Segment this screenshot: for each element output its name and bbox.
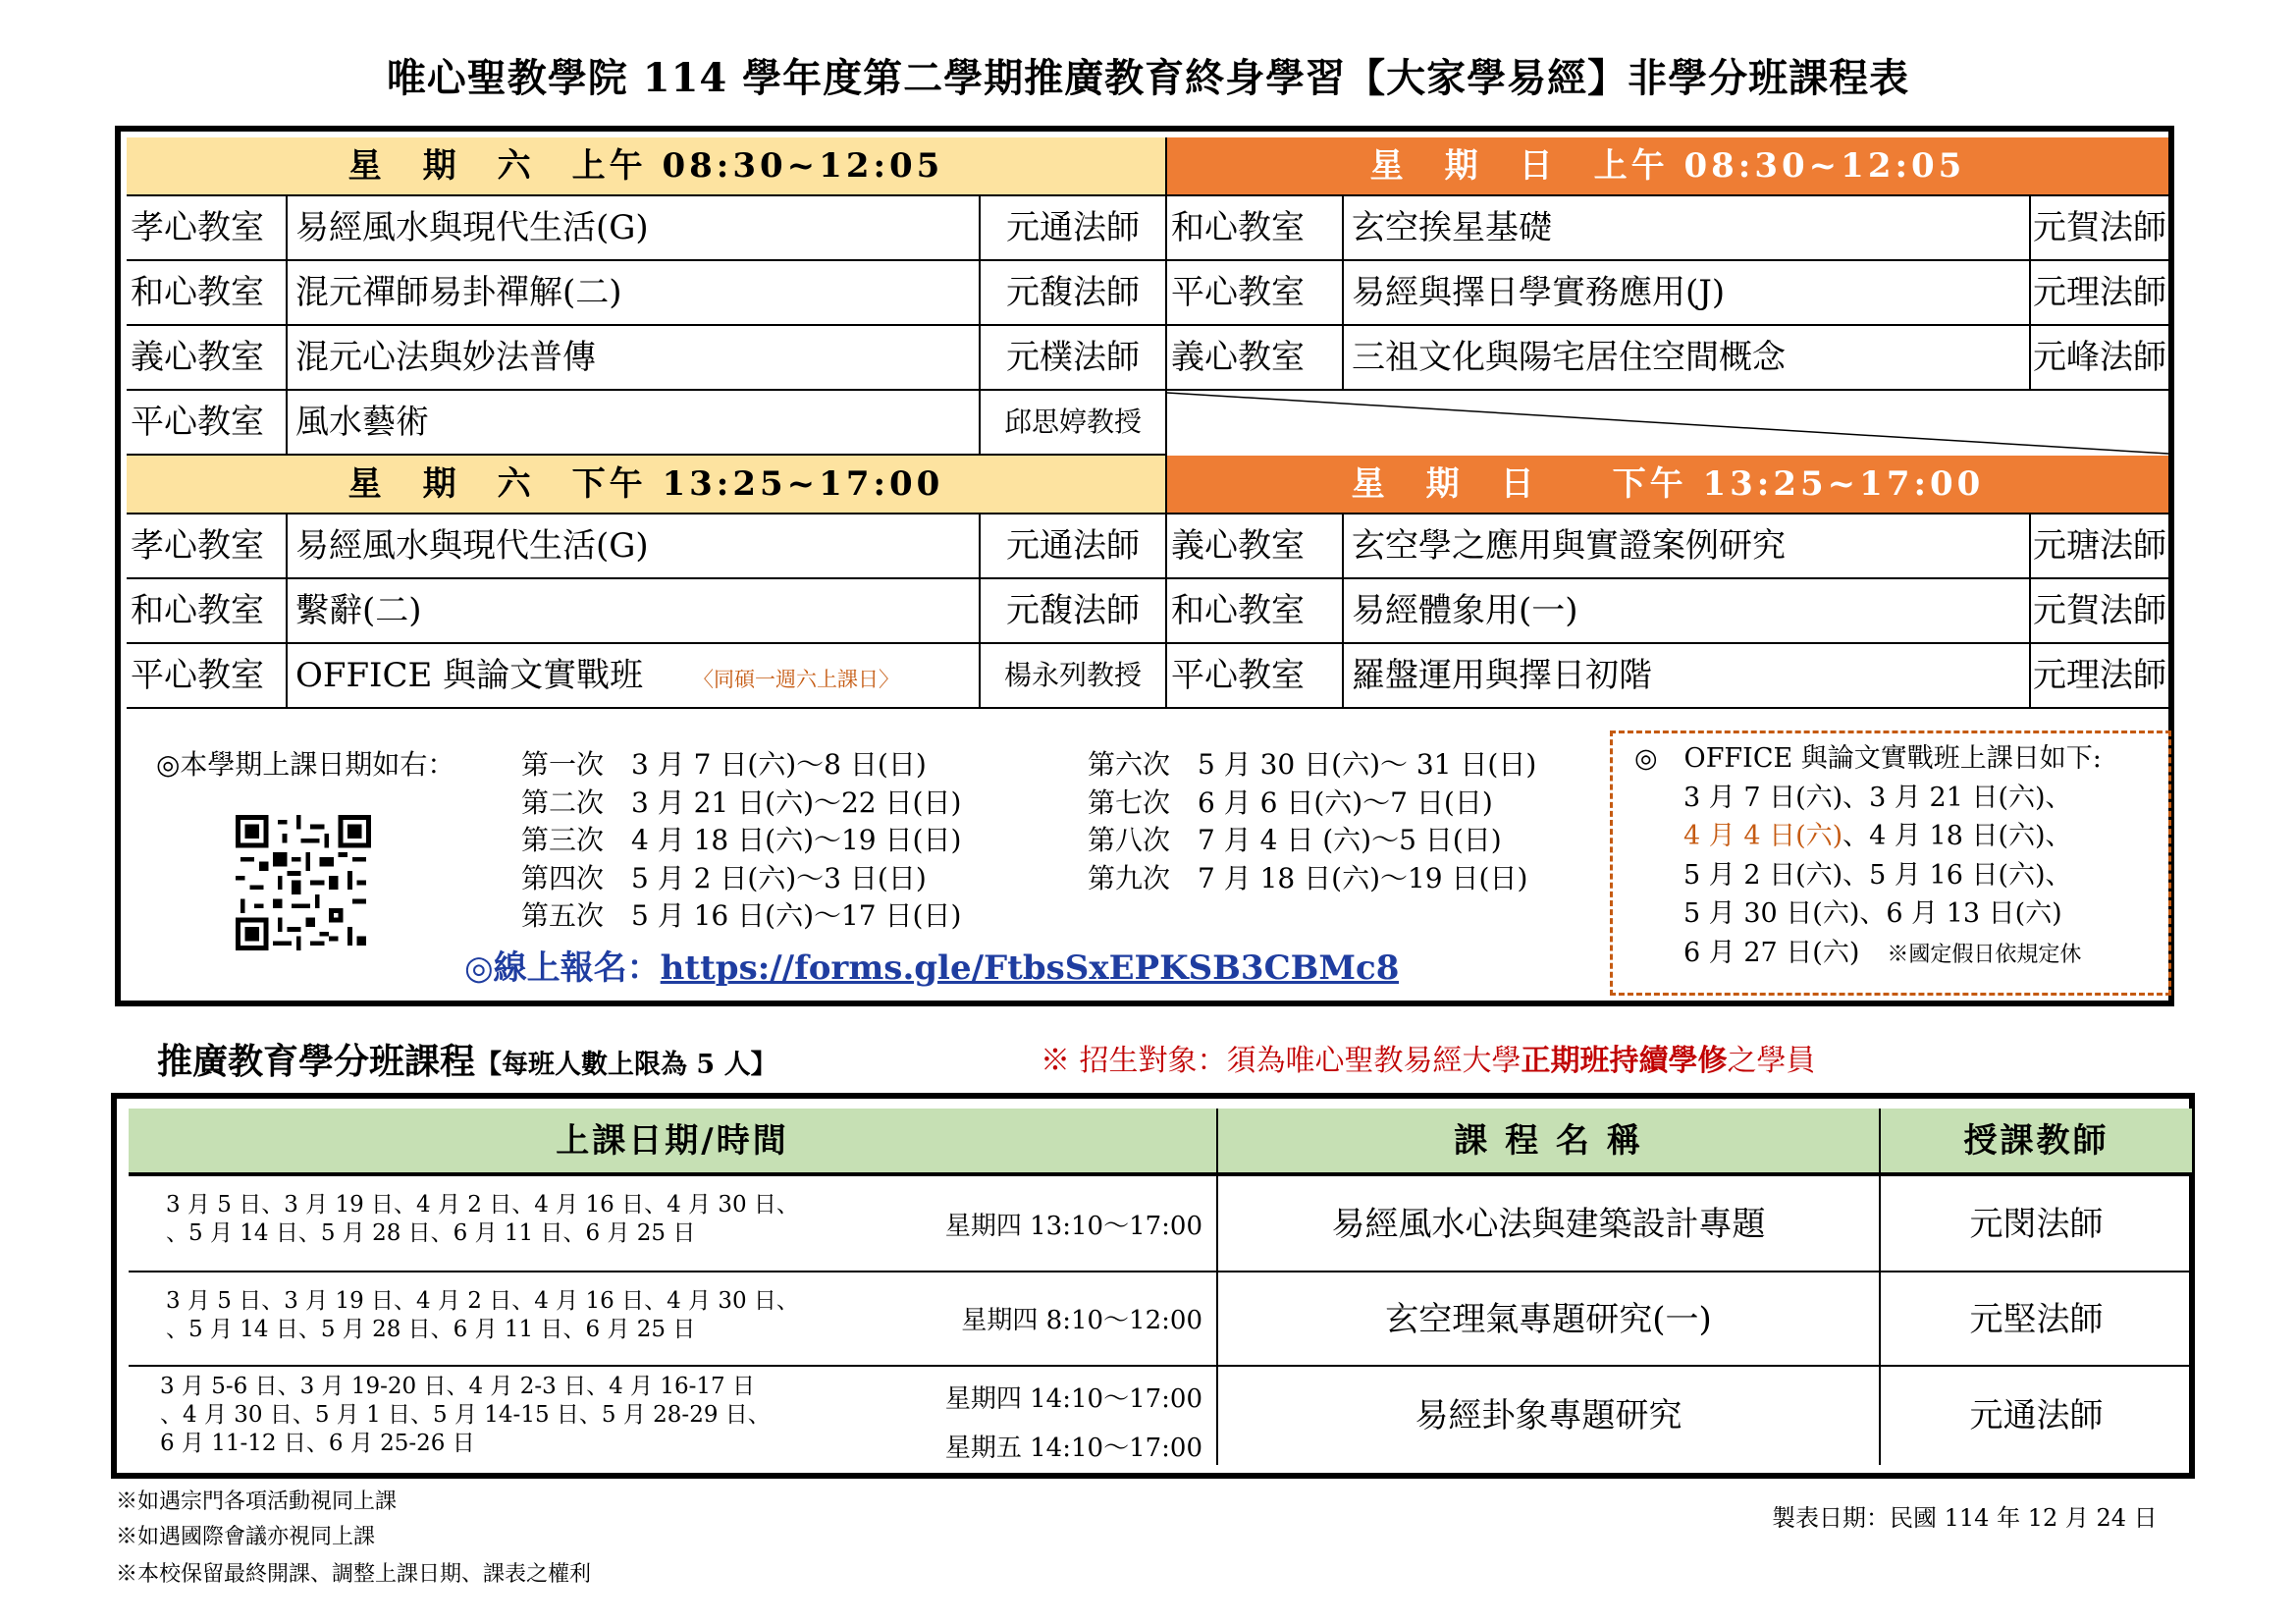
schedule-item: 第二次 3 月 21 日(六)～22 日(日): [521, 785, 962, 819]
room-cell: 和心教室: [127, 261, 288, 326]
course-cell: 混元心法與妙法普傳: [288, 326, 981, 391]
course-cell: 玄空學之應用與實證案例研究: [1344, 514, 2031, 579]
office-class-dates-box: [1610, 731, 2171, 996]
schedule-item: 第八次 7 月 4 日 (六)～5 日(日): [1088, 824, 1502, 856]
date-list: [129, 1373, 771, 1458]
date-line: 3 月 5 日、3 月 19 日、4 月 2 日、4 月 16 日、4 月 30 日、: [166, 1192, 799, 1218]
time-slot: 星期四 8:10～12:00: [961, 1306, 1202, 1335]
empty-cell-diagonal: [1167, 391, 2168, 456]
teacher-cell: 元理法師: [2031, 644, 2168, 709]
course-name: 玄空理氣專題研究(一): [1218, 1272, 1881, 1367]
office-date-line: [1683, 934, 2159, 975]
teacher-cell: 元樸法師: [981, 326, 1167, 391]
teacher-cell: 元通法師: [981, 196, 1167, 261]
made-date: 製表日期：民國 114 年 12 月 24 日: [1772, 1504, 2158, 1532]
room-cell: 義心教室: [1167, 514, 1344, 579]
course-cell: 三祖文化與陽宅居住空間概念: [1344, 326, 2031, 391]
course-cell: 風水藝術: [288, 391, 981, 456]
sat-am-header: 星 期 六 上午 08:30~12:05: [127, 137, 1167, 196]
schedule-item: 第一次 3 月 7 日(六)～8 日(日): [521, 748, 927, 781]
teacher-cell: 元馥法師: [981, 261, 1167, 326]
date-line: 6 月 11-12 日、6 月 25-26 日: [160, 1431, 475, 1456]
recruit-note: [1041, 1036, 1816, 1079]
course-name: 易經風水心法與建築設計專題: [1218, 1176, 1881, 1272]
room-cell: 和心教室: [1167, 196, 1344, 261]
col-header-teacher: 授課教師: [1881, 1109, 2192, 1176]
room-cell: 平心教室: [127, 391, 288, 456]
time-slot: 星期五 14:10～17:00: [944, 1434, 1202, 1463]
teacher-cell: 元瑭法師: [2031, 514, 2168, 579]
teacher-cell: 元理法師: [2031, 261, 2168, 326]
office-date-line: 5 月 30 日(六)、6 月 13 日(六): [1683, 898, 2062, 929]
recruit-text: ※ 招生對象：須為唯心聖教易經大學: [1041, 1044, 1522, 1078]
online-signup: [464, 941, 1399, 989]
teacher-cell: 元峰法師: [2031, 326, 2168, 391]
time-slot: 星期四 14:10～17:00: [944, 1384, 1202, 1414]
table-row-dates: [129, 1272, 1218, 1367]
schedule-item: 第三次 4 月 18 日(六)～19 日(日): [521, 824, 962, 856]
course-name: 易經卦象專題研究: [1218, 1367, 1881, 1465]
schedule-left-list: [521, 746, 961, 936]
course-cell: 易經風水與現代生活(G): [288, 196, 981, 261]
room-cell: 平心教室: [1167, 644, 1344, 709]
teacher-cell: 元賀法師: [2031, 196, 2168, 261]
table-row-dates: [129, 1176, 1218, 1272]
office-title: ◎ OFFICE 與論文實戰班上課日如下:: [1634, 743, 2102, 774]
office-date-rest: 、4 月 18 日(六)、: [1842, 821, 2072, 851]
date-line: 、4 月 30 日、5 月 1 日、5 月 14-15 日、5 月 28-29 日、: [160, 1402, 771, 1428]
credit-course-table: [111, 1093, 2195, 1479]
holiday-note: ※國定假日依規定休: [1887, 942, 2082, 967]
office-date-line: [1683, 817, 2159, 856]
footnote: ※本校保留最終開課、調整上課日期、課表之權利: [116, 1562, 592, 1587]
teacher-name: 元閔法師: [1881, 1176, 2192, 1272]
date-line: 3 月 5 日、3 月 19 日、4 月 2 日、4 月 16 日、4 月 30 日、: [166, 1288, 799, 1314]
room-cell: 平心教室: [127, 644, 288, 709]
date-list: [129, 1191, 799, 1248]
col-header-dates: 上課日期/時間: [129, 1109, 1218, 1176]
office-date-last: 6 月 27 日(六): [1683, 937, 1860, 968]
sun-am-header: 星 期 日 上午 08:30~12:05: [1167, 137, 2168, 196]
date-line: 3 月 5-6 日、3 月 19-20 日、4 月 2-3 日、4 月 16-17 日: [160, 1374, 755, 1399]
course-cell: [288, 644, 981, 709]
teacher-cell: 楊永列教授: [981, 644, 1167, 709]
recruit-emphasis: 正期班持續學修: [1521, 1044, 1728, 1078]
teacher-name: 元堅法師: [1881, 1272, 2192, 1367]
schedule-item: 第五次 5 月 16 日(六)～17 日(日): [521, 899, 962, 932]
schedule-item: 第四次 5 月 2 日(六)～3 日(日): [521, 861, 927, 894]
credit-section-title: [157, 1034, 777, 1084]
room-cell: 和心教室: [127, 579, 288, 644]
date-line: 、5 月 14 日、5 月 28 日、6 月 11 日、6 月 25 日: [166, 1220, 696, 1246]
room-cell: 和心教室: [1167, 579, 1344, 644]
credit-limit: 【每班人數上限為 5 人】: [475, 1050, 777, 1080]
schedule-item: 第九次 7 月 18 日(六)～19 日(日): [1088, 861, 1528, 894]
recruit-text-end: 之學員: [1727, 1044, 1816, 1078]
schedule-right-list: [1088, 746, 1536, 897]
room-cell: 義心教室: [127, 326, 288, 391]
table-row-dates: [129, 1367, 1218, 1465]
course-cell: 易經風水與現代生活(G): [288, 514, 981, 579]
course-cell: 繫辭(二): [288, 579, 981, 644]
schedule-item: 第七次 6 月 6 日(六)～7 日(日): [1088, 785, 1493, 819]
teacher-cell: 元通法師: [981, 514, 1167, 579]
course-text: OFFICE 與論文實戰班: [295, 656, 644, 695]
footnote: ※如遇國際會議亦視同上課: [116, 1525, 376, 1549]
col-header-course: 課 程 名 稱: [1218, 1109, 1881, 1176]
footnote: ※如遇宗門各項活動視同上課: [116, 1489, 398, 1514]
office-date-highlight: 4 月 4 日(六): [1683, 821, 1843, 851]
course-cell: 易經與擇日學實務應用(J): [1344, 261, 2031, 326]
date-list: [129, 1287, 799, 1344]
course-cell: 玄空挨星基礎: [1344, 196, 2031, 261]
teacher-name: 元通法師: [1969, 1396, 2104, 1435]
sun-pm-header: 星 期 日 下午 13:25~17:00: [1167, 456, 2168, 514]
diagonal-line: [1167, 393, 2168, 454]
time-slot: 星期四 13:10～17:00: [944, 1212, 1202, 1241]
teacher-cell: 邱思婷教授: [981, 391, 1167, 456]
date-line: 、5 月 14 日、5 月 28 日、6 月 11 日、6 月 25 日: [166, 1317, 696, 1342]
schedule-intro: ◎本學期上課日期如右：: [156, 748, 455, 781]
online-signup-label: ◎線上報名：: [464, 948, 661, 988]
qr-code-image[interactable]: [236, 815, 371, 950]
office-date-line: 5 月 2 日(六)、5 月 16 日(六)、: [1683, 859, 2072, 891]
sat-pm-header: 星 期 六 下午 13:25~17:00: [127, 456, 1167, 514]
online-signup-link[interactable]: https://forms.gle/FtbsSxEPKSB3CBMc8: [660, 948, 1400, 988]
office-dates: [1634, 779, 2159, 975]
room-cell: 平心教室: [1167, 261, 1344, 326]
schedule-item: 第六次 5 月 30 日(六)～ 31 日(日): [1088, 748, 1537, 781]
room-cell: 義心教室: [1167, 326, 1344, 391]
course-cell: 易經體象用(一): [1344, 579, 2031, 644]
room-cell: 孝心教室: [127, 196, 288, 261]
page-title: 唯心聖教學院 114 學年度第二學期推廣教育終身學習【大家學易經】非學分班課程表: [386, 55, 1910, 101]
teacher-cell: 元馥法師: [981, 579, 1167, 644]
course-note: 〈同碩一週六上課日〉: [692, 668, 899, 691]
room-cell: 孝心教室: [127, 514, 288, 579]
time-slots: [945, 1375, 1216, 1465]
office-date-line: 3 月 7 日(六)、3 月 21 日(六)、: [1683, 782, 2072, 813]
teacher-cell: 元賀法師: [2031, 579, 2168, 644]
course-cell: 混元禪師易卦禪解(二): [288, 261, 981, 326]
credit-title-text: 推廣教育學分班課程: [157, 1041, 476, 1082]
course-cell: 羅盤運用與擇日初階: [1344, 644, 2031, 709]
